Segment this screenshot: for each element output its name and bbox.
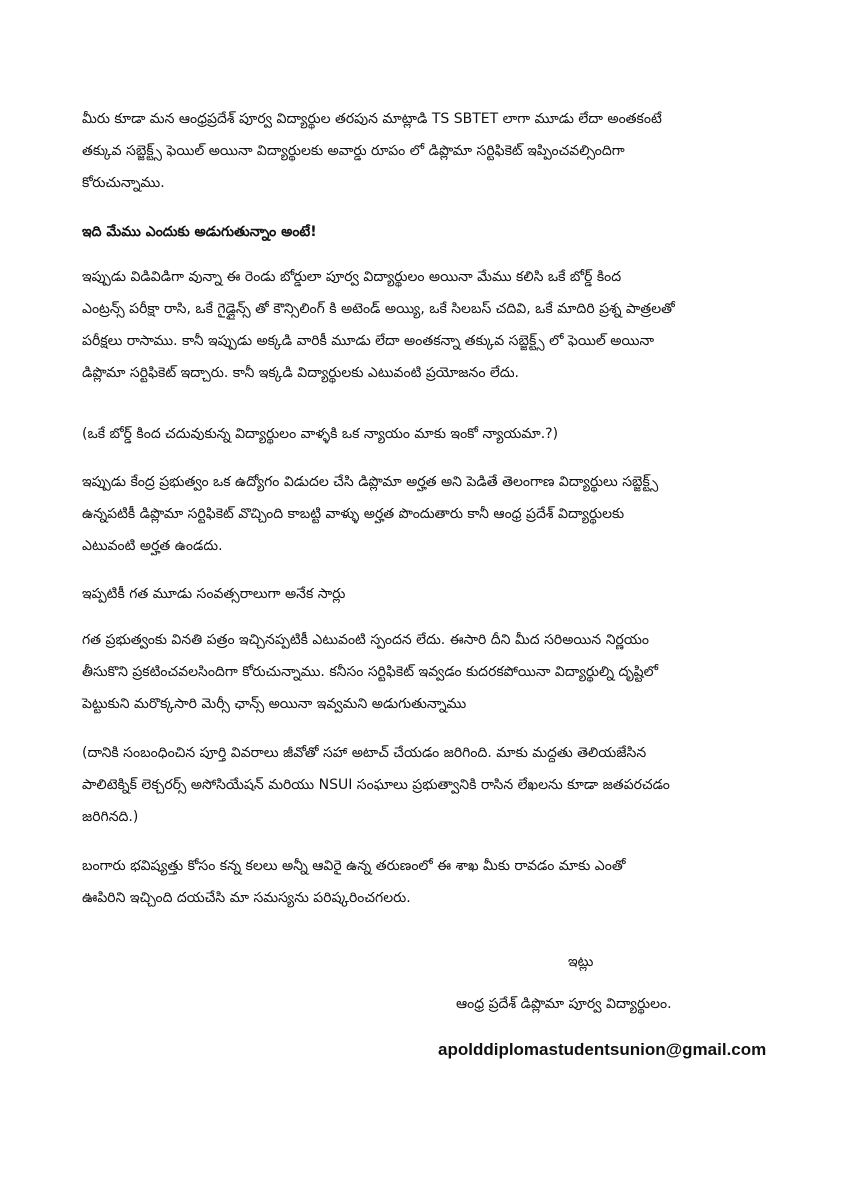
paragraph-attachments: [82, 737, 772, 833]
text-line: పెట్టుకుని మరొక్కసారి మెర్సీ ఛాన్స్ అయినా ఇవ్వమని అడుగుతున్నాము: [82, 696, 467, 712]
text-line: ఎటువంటి అర్హత ఉండదు.: [82, 538, 223, 554]
text-line: ఉన్నపటికీ డిప్లొమా సర్టిఫికెట్ వొచ్చింది కాబట్టి వాళ్ళు అర్హత పొందుతారు కానీ ఆంధ్ర ప్రదేశ్ విద్యార్థులకు: [82, 506, 625, 522]
text-line: పాలిటెక్నిక్ లెక్చరర్స్ అసోసియేషన్ మరియు NSUI సంఘాలు ప్రభుత్వానికి రాసిన లేఖలను కూడా జతపరచడం: [82, 777, 670, 793]
text-line: కోరుచున్నాము.: [82, 175, 165, 191]
closing-salutation: ఇట్లు: [568, 954, 594, 970]
text-line: ఇప్పుడు విడివిడిగా వున్నా ఈ రెండు బోర్డులా పూర్వ విద్యార్థులం అయినా మేము కలిసి ఒకే బోర్డ్ కింద: [82, 269, 622, 285]
text-line: ఇప్పటికీ గత మూడు సంవత్సరాలుగా అనేక సార్లు: [82, 586, 346, 602]
paragraph-conclusion: [82, 850, 772, 914]
text-line: గత ప్రభుత్వంకు వినతి పత్రం ఇచ్చినప్పటికీ ఎటువంటి స్పందన లేదు. ఈసారి దీని మీద సరిఅయిన నిర్ణయం: [82, 632, 649, 648]
text-line: (ఒకే బోర్డ్ కింద చదువుకున్న విద్యార్థులం వాళ్ళకి ఒక న్యాయం మాకు ఇంకో న్యాయమా.?): [82, 426, 559, 442]
text-line: జరిగినది.): [82, 809, 139, 825]
paragraph-history: [82, 578, 772, 610]
text-line: బంగారు భవిష్యత్తు కోసం కన్న కలలు అన్నీ ఆవిరై ఉన్న తరుణంలో ఈ శాఖ మీకు రావడం మాకు ఎంతో: [82, 858, 626, 874]
text-line: డిప్లొమా సర్టిఫికెట్ ఇద్చారు. కానీ ఇక్కడి విద్యార్థులకు ఎటువంటి ప్రయోజనం లేదు.: [82, 365, 519, 381]
paragraph-reason-heading: [82, 216, 772, 248]
text-line: ఇప్పుడు కేంద్ర ప్రభుత్వం ఒక ఉద్యోగం విడుదల చేసి డిప్లొమా అర్హత అని పెడితే తెలంగాణ విద్యార్థులు సబ్జెక్ట్స్: [82, 474, 659, 490]
paragraph-question: [82, 418, 772, 450]
text-line: తీసుకొని ప్రకటించవలసిందిగా కోరుచున్నాము. కనీసం సర్టిఫికెట్ ఇవ్వడం కుదరకపోయినా విద్యార్థుల్ని దృష్టిలో: [82, 664, 659, 680]
signature: ఆంధ్ర ప్రదేశ్ డిప్లొమా పూర్వ విద్యార్థులం.: [456, 996, 672, 1012]
text-line: (దానికి సంబంధించిన పూర్తి వివరాలు జీవోతో సహా అటాచ్ చేయడం జరిగింది. మాకు మద్దతు తెలియజేసిన: [82, 745, 647, 761]
paragraph-request: [82, 103, 772, 199]
text-line: తక్కువ సబ్జెక్ట్స్ ఫెయిల్ అయినా విద్యార్థులకు అవార్డు రూపం లో డిప్లొమా సర్టిఫికెట్ ఇప్పించవల్సిందిగా: [82, 143, 625, 159]
paragraph-eligibility: [82, 466, 772, 562]
contact-email: apolddiplomastudentsunion@gmail.com: [438, 1040, 767, 1059]
text-line: పరీక్షలు రాసాము. కానీ ఇప్పుడు అక్కడి వారికీ మూడు లేదా అంతకన్నా తక్కువ సబ్జెక్ట్స్ లో ఫెయిల్ అయినా: [82, 333, 655, 349]
text-line: ఎంట్రన్స్ పరీక్షా రాసి, ఒకే గైడ్లైన్స్ తో కౌన్సిలింగ్ కి అటెండ్ అయ్యి, ఒకే సిలబస్ చదివి, ఒకే మాదిరి ప్రశ్న పాత్రలతో: [82, 301, 675, 317]
paragraph-appeal: [82, 624, 772, 720]
text-line: ఇది మేము ఎందుకు అడుగుతున్నాం అంటే!: [82, 224, 317, 240]
text-line: ఊపిరిని ఇచ్చింది దయచేసి మా సమస్యను పరిష్కరించగలరు.: [82, 890, 411, 906]
text-line: మీరు కూడా మన ఆంధ్రప్రదేశ్ పూర్వ విద్యార్థుల తరపున మాట్లాడి TS SBTET లాగా మూడు లేదా అంతకంటే: [82, 111, 662, 127]
paragraph-explanation: [82, 261, 772, 389]
